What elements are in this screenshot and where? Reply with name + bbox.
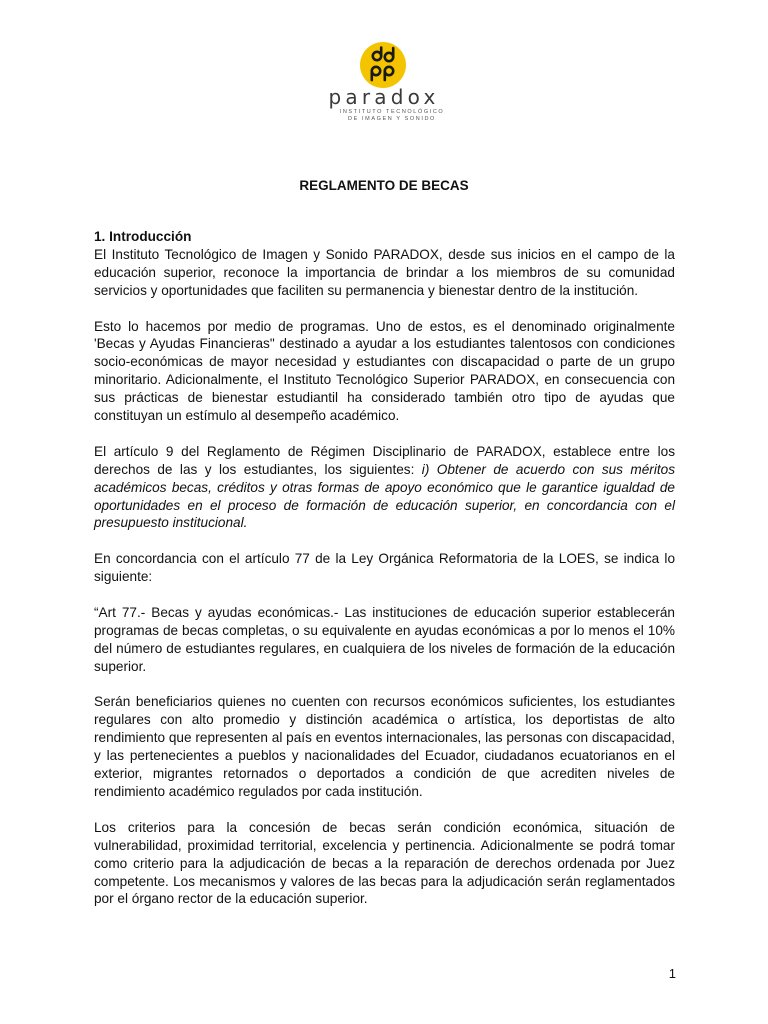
logo-wordmark: paradox	[328, 85, 440, 109]
paragraph-4: En concordancia con el artículo 77 de la Ley Orgánica Reformatoria de la LOES, se indica lo siguiente:	[94, 551, 675, 585]
paragraph-3-text: El artículo 9 del Reglamento de Régimen Disciplinario de PARADOX, establece entre los derechos de las y los estudiantes, los siguientes:	[94, 443, 675, 477]
logo-subtitle-line-1: INSTITUTO TECNOLÓGICO	[339, 109, 445, 115]
document-title: REGLAMENTO DE BECAS	[299, 178, 469, 193]
paragraph-2: Esto lo hacemos por medio de programas. Uno de estos, es el denominado originalmente 'Becas y Ayudas Financieras" destinado a ayudar a los estudiantes talentosos con condiciones socio-económicas de mayor necesidad y estudiantes con discapacidad o parte de un grupo minoritario. Adicionalmente, el Instituto Tecnológico Superior PARADOX, en consecuencia con sus prácticas de bienestar estudiantil ha considerado también otro tipo de ayudas que constituyan un estímulo al desempeño académico.	[94, 318, 675, 424]
logo-notes-icon	[360, 42, 406, 88]
paragraph-1: El Instituto Tecnológico de Imagen y Sonido PARADOX, desde sus inicios en el campo de la educación superior, reconoce la importancia de brindar a los miembros de su comunidad servicios y oportunidades que faciliten su permanencia y bienestar dentro de la institución.	[94, 246, 675, 298]
document-body	[94, 228, 675, 926]
paradox-logo	[316, 42, 452, 128]
page-number: 1	[668, 966, 676, 981]
paragraph-3-italic-quote: i) Obtener de acuerdo con sus méritos académicos becas, créditos y otras formas de apoyo económico que le garantice igualdad de oportunidades en el proceso de formación de educación superior, en concordancia con el presupuesto institucional.	[94, 461, 675, 531]
paragraph-6: Serán beneficiarios quienes no cuenten con recursos económicos suficientes, los estudiantes regulares con alto promedio y distinción académica o artística, los deportistas de alto rendimiento que representen al país en eventos internacionales, las personas con discapacidad, y las pertenecientes a pueblos y nacionalidades del Ecuador, ciudadanos ecuatorianos en el exterior, migrantes retornados o deportados a condición de que acrediten niveles de rendimiento académico regulados por cada institución.	[94, 694, 675, 800]
paragraph-5: “Art 77.- Becas y ayudas económicas.- Las instituciones de educación superior establecerán programas de becas completas, o su equivalente en ayudas económicas a por lo menos el 10% del número de estudiantes regulares, en cualquiera de los niveles de formación de la educación superior.	[94, 604, 675, 674]
paragraph-3	[94, 443, 675, 533]
paragraph-7: Los criterios para la concesión de becas serán condición económica, situación de vulnerabilidad, proximidad territorial, excelencia y pertinencia. Adicionalmente se podrá tomar como criterio para la adjudicación de becas a la reparación de derechos ordenada por Juez competente. Los mecanismos y valores de las becas para la adjudicación serán reglamentados por el órgano rector de la educación superior.	[94, 819, 675, 907]
section-heading-introduccion: 1. Introducción	[94, 229, 192, 244]
logo-subtitle-line-2: DE IMAGEN Y SONIDO	[348, 116, 436, 122]
